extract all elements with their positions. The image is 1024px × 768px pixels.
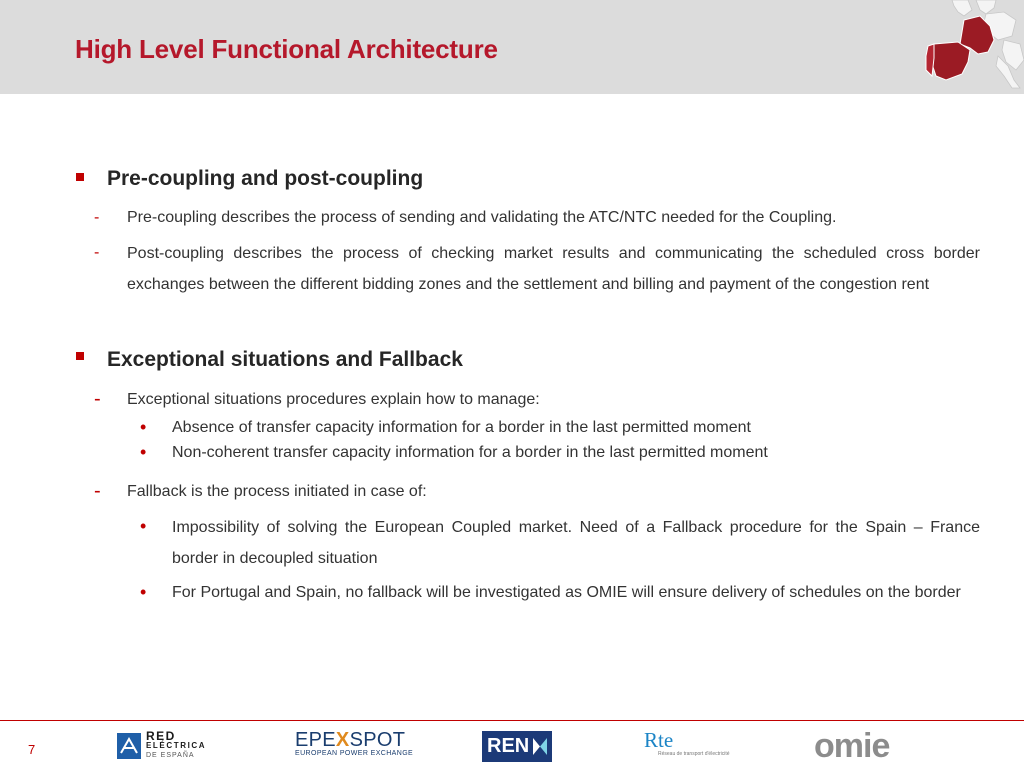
dot-bullet: • [140,516,147,536]
impossibility-text: Impossibility of solving the European Coupled market. Need of a Fallback procedure for the Spain – France border in decoupled situation [172,519,980,567]
ree-logo-line1: RED [146,729,176,743]
ren-logo-mark-icon [533,738,547,755]
post-coupling-text: Post-coupling describes the process of checking market results and communicating the scheduled cross border exchanges between the different bidding zones and the settlement and billing and payment of the congestion rent [127,245,980,293]
dot-bullet: • [140,582,147,602]
dot-bullet: • [140,442,147,462]
portugal-spain-text: For Portugal and Spain, no fallback will be investigated as OMIE will ensure delivery of schedules on the border [172,584,961,601]
epex-logo-main [295,730,413,750]
non-coherent-capacity-text: Non-coherent transfer capacity information for a border in the last permitted moment [172,444,768,461]
ren-logo [482,731,552,762]
section-heading-pre-post-coupling: Pre-coupling and post-coupling [107,167,424,190]
ree-logo-line2: ELÉCTRICA [146,741,207,750]
europe-map-graphic [924,0,1024,94]
ree-logo-line3: DE ESPAÑA [146,752,195,759]
epex-logo-sub: EUROPEAN POWER EXCHANGE [295,750,414,757]
epex-spot-logo [295,730,413,757]
page-number: 7 [28,742,36,757]
dash-bullet: - [94,480,101,502]
ren-logo-text: REN [487,735,530,757]
omie-logo: omie [814,727,890,765]
dash-bullet: - [94,209,100,226]
absence-capacity-text: Absence of transfer capacity information for a border in the last permitted moment [172,419,751,436]
fallback-intro-text: Fallback is the process initiated in case of: [127,483,427,500]
rte-logo-text: Rte [644,728,674,752]
epex-logo-pre: EPE [295,729,336,751]
ree-logo-icon [117,733,141,759]
dash-bullet: - [94,244,100,261]
exceptional-intro-text: Exceptional situations procedures explain how to manage: [127,391,540,408]
ree-logo [146,731,206,761]
pre-coupling-text: Pre-coupling describes the process of sending and validating the ATC/NTC needed for the Coupling. [127,209,837,226]
rte-logo [644,729,730,757]
section-bullet-square [76,173,84,181]
dash-bullet: - [94,388,101,410]
dot-bullet: • [140,417,147,437]
footer-divider [0,720,1024,721]
rte-logo-sub: Réseau de transport d'électricité [658,751,730,757]
epex-logo-x: X [335,729,350,751]
page-title: High Level Functional Architecture [75,34,498,64]
section-bullet-square [76,352,84,360]
epex-logo-post: SPOT [349,729,406,751]
section-heading-exceptional-fallback: Exceptional situations and Fallback [107,348,463,371]
